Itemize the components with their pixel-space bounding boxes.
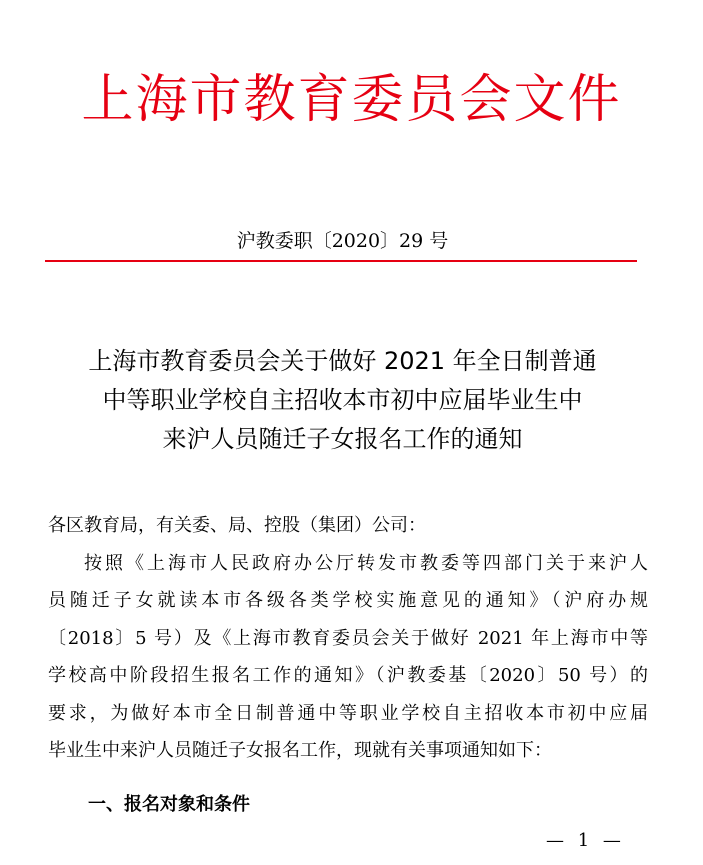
title-line: 中等职业学校自主招收本市初中应届毕业生中 [102, 386, 583, 414]
paragraph-line: 员随迁子女就读本市各级各类学校实施意见的通知》（沪府办规 [48, 590, 648, 611]
document-body [48, 507, 648, 770]
document-title [0, 342, 685, 459]
paragraph-line: 按照《上海市人民政府办公厅转发市教委等四部门关于来沪人 [84, 552, 648, 574]
document-issuer-masthead: 上海市教育委员会文件 [81, 70, 622, 130]
page-number: — 1 — [546, 830, 625, 851]
paragraph-line: 学校高中阶段招生报名工作的通知》（沪教委基〔2020〕50 号）的 [48, 665, 648, 686]
paragraph-line: 〔2018〕5 号）及《上海市教育委员会关于做好 2021 年上海市中等 [48, 627, 648, 649]
document-number: 沪教委职〔2020〕29 号 [236, 230, 449, 252]
title-line: 上海市教育委员会关于做好 2021 年全日制普通 [88, 347, 597, 375]
red-separator-line [45, 260, 637, 262]
salutation: 各区教育局，有关委、局、控股（集团）公司： [48, 515, 426, 536]
paragraph-line: 毕业生中来沪人员随迁子女报名工作，现就有关事项通知如下： [48, 740, 552, 761]
title-line: 来沪人员随迁子女报名工作的通知 [162, 425, 523, 453]
paragraph-line: 要求，为做好本市全日制普通中等职业学校自主招收本市初中应届 [48, 702, 648, 724]
section-heading: 一、报名对象和条件 [88, 794, 250, 815]
